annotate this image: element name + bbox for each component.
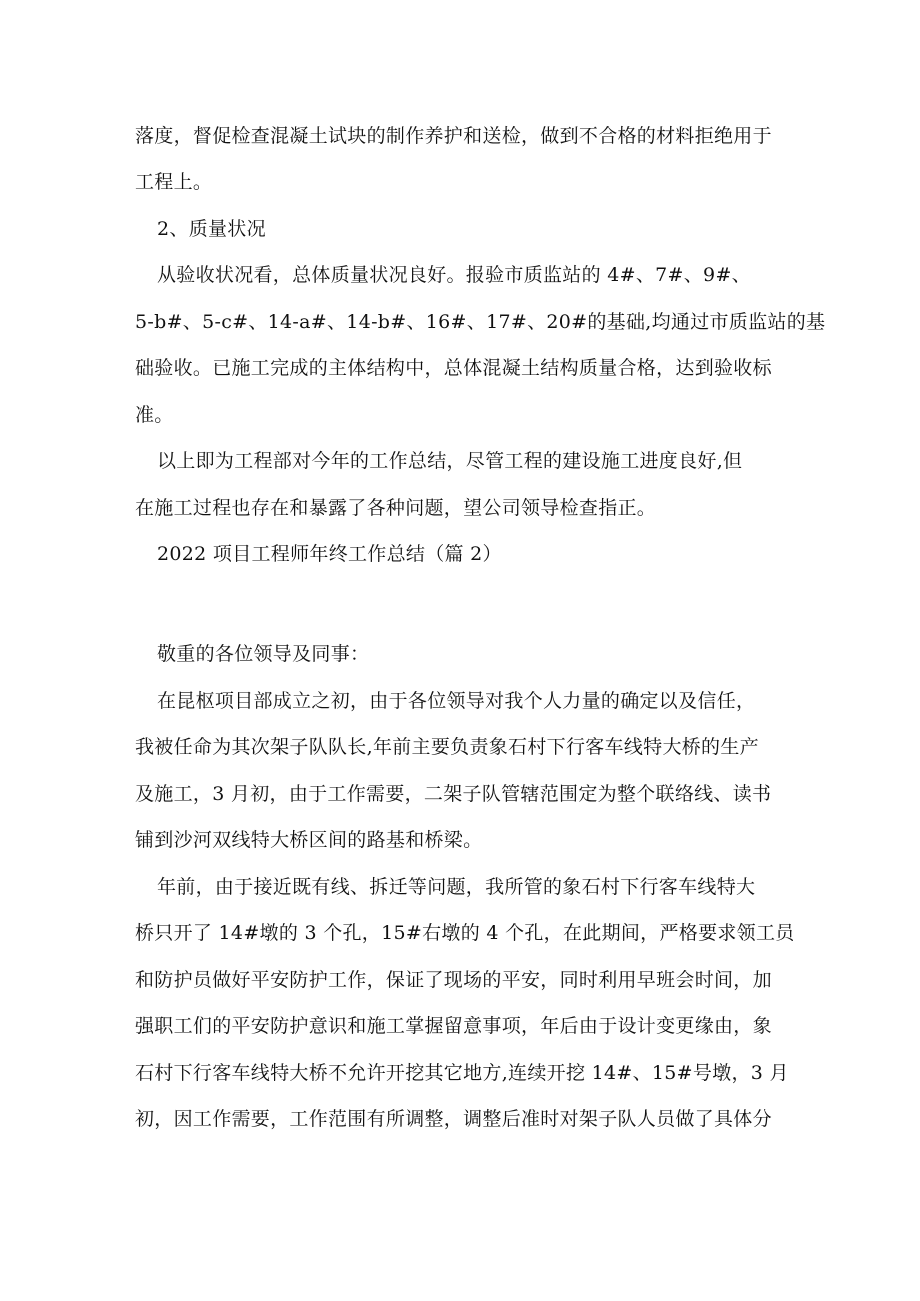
paragraph-line: 强职工们的平安防护意识和施工掌握留意事项，年后由于设计变更缘由，象 (135, 1015, 772, 1037)
paragraph-line: 工程上。 (135, 171, 213, 193)
paragraph-line: 和防护员做好平安防护工作，保证了现场的平安，同时利用早班会时间，加 (135, 969, 772, 991)
paragraph-line: 准。 (135, 404, 174, 426)
paragraph-line: 在施工过程也存在和暴露了各种问题，望公司领导检查指正。 (135, 497, 657, 519)
paragraph-line: 础验收。已施工完成的主体结构中，总体混凝土结构质量合格，达到验收标 (135, 357, 772, 379)
paragraph-line: 以上即为工程部对今年的工作总结，尽管工程的建设施工进度良好,但 (157, 450, 743, 472)
paragraph-line: 桥只开了 14#墩的 3 个孔，15#右墩的 4 个孔，在此期间，严格要求领工员 (135, 922, 795, 944)
paragraph-line: 及施工，3 月初，由于工作需要，二架子队管辖范围定为整个联络线、读书 (135, 783, 772, 805)
paragraph-line: 初，因工作需要，工作范围有所调整，调整后准时对架子队人员做了具体分 (135, 1108, 772, 1130)
paragraph-line: 我被任命为其次架子队队长,年前主要负责象石村下行客车线特大桥的生产 (135, 736, 759, 758)
paragraph-line: 在昆枢项目部成立之初，由于各位领导对我个人力量的确定以及信任， (157, 690, 756, 712)
paragraph-line: 年前，由于接近既有线、拆迁等问题，我所管的象石村下行客车线特大 (157, 876, 756, 898)
paragraph-line: 5-b#、5-c#、14-a#、14-b#、16#、17#、20#的基础,均通过市质监站的基 (135, 311, 826, 333)
paragraph-line: 石村下行客车线特大桥不允许开挖其它地方,连续开挖 14#、15#号墩，3 月 (135, 1062, 789, 1084)
article-title: 2022 项目工程师年终工作总结（篇 2） (157, 543, 502, 565)
paragraph-line: 铺到沙河双线特大桥区间的路基和桥梁。 (135, 829, 483, 851)
section-heading: 2、质量状况 (157, 218, 266, 240)
paragraph-line: 落度，督促检查混凝土试块的制作养护和送检，做到不合格的材料拒绝用于 (135, 125, 772, 147)
salutation: 敬重的各位领导及同事： (157, 643, 370, 665)
paragraph-line: 从验收状况看，总体质量状况良好。报验市质监站的 4#、7#、9#、 (157, 264, 751, 286)
